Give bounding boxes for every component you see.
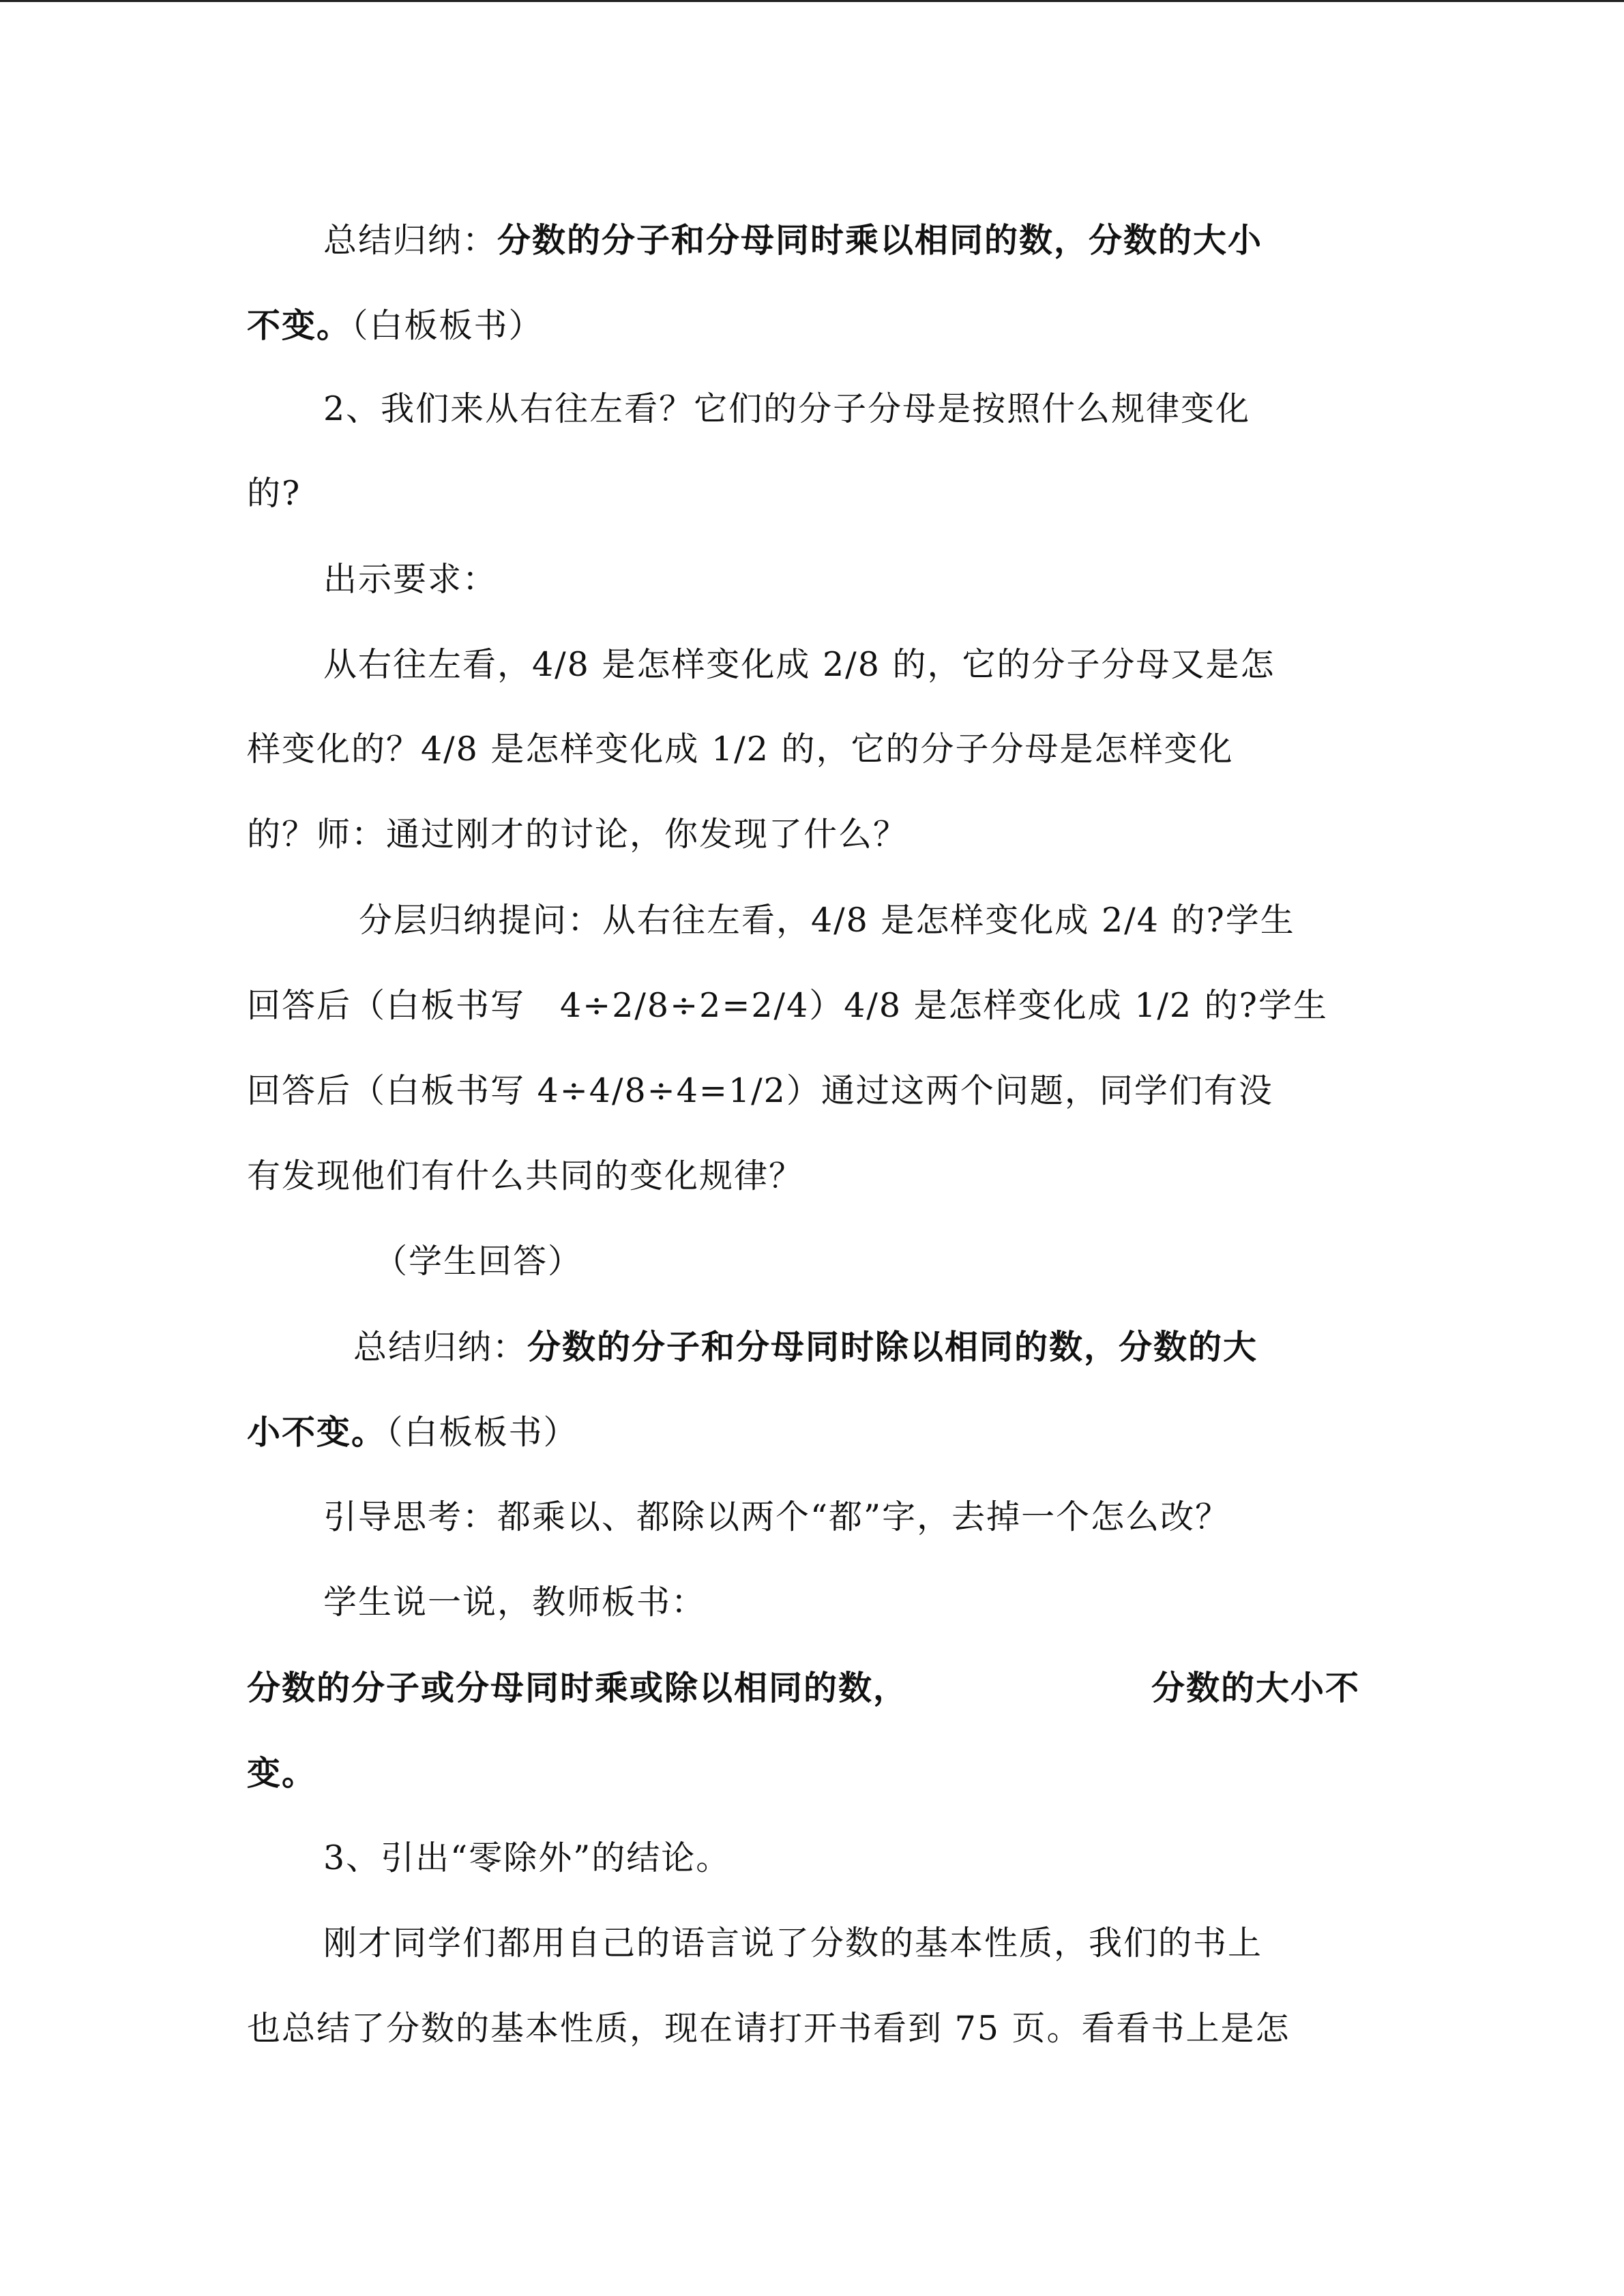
paragraph-question-2: [323, 387, 1250, 431]
paragraph-summary-divide: [353, 1325, 1258, 1369]
teacher-board-writing: 学生说一说，教师板书：: [323, 1583, 707, 1622]
text-line: 的？师：通过刚才的讨论，你发现了什么？: [247, 815, 909, 854]
guided-thinking: 引导思考：都乘以、都除以两个“都”字，去掉一个怎么改？: [323, 1497, 1230, 1536]
rule-multiply-text: 分数的分子和分母同时乘以相同的数，分数的大小: [497, 220, 1263, 260]
text-line: 也总结了分数的基本性质，现在请打开书看到 75 页。看看书上是怎: [247, 2009, 1290, 2048]
text-line: 回答后（白板书写 4÷4/8÷4=1/2）通过这两个问题，同学们有没: [247, 1071, 1273, 1110]
text-line: 有发现他们有什么共同的变化规律？: [247, 1157, 804, 1195]
text-line: [247, 1410, 578, 1455]
text-line: [247, 303, 544, 348]
rule-combined-text-end: 分数的大小不: [1151, 1668, 1361, 1708]
summary-label: 总结归纳：: [353, 1328, 528, 1367]
show-requirements: 出示要求：: [323, 560, 498, 599]
text-line: 的?: [247, 474, 301, 513]
student-answer-note: （学生回答）: [374, 1242, 583, 1281]
board-note: （白板板书）: [386, 1413, 578, 1452]
paragraph-zero-exception: 3、引出“零除外”的结论。: [323, 1838, 731, 1877]
paragraph-requirements: 从右往左看，4/8 是怎样变化成 2/8 的，它的分子分母又是怎: [323, 645, 1275, 684]
paragraph-textbook: 刚才同学们都用自己的语言说了分数的基本性质，我们的书上: [323, 1924, 1263, 1963]
page-top-border: [0, 0, 1624, 2]
board-note: （白板板书）: [351, 306, 544, 345]
summary-label: 总结归纳：: [323, 221, 498, 260]
rule-combined-text: 分数的分子或分母同时乘或除以相同的数，: [247, 1668, 909, 1708]
text-line: 变。: [247, 1753, 317, 1793]
question-2-text: 2、我们来从右往左看？它们的分子分母是按照什么规律变化: [323, 389, 1251, 428]
paragraph-layered-questions: 分层归纳提问：从右往左看，4/8 是怎样变化成 2/4 的?学生: [359, 901, 1295, 940]
rule-multiply-end: 不变。: [247, 305, 352, 345]
text-line: 样变化的？4/8 是怎样变化成 1/2 的，它的分子分母是怎样变化: [247, 730, 1234, 769]
rule-divide-text: 分数的分子和分母同时除以相同的数，分数的大: [527, 1327, 1258, 1367]
paragraph-summary-multiply: [323, 218, 1263, 263]
rule-divide-end: 小不变。: [247, 1412, 387, 1452]
text-line: 回答后（白板书写 4÷2/8÷2=2/4）4/8 是怎样变化成 1/2 的?学生: [247, 986, 1328, 1025]
